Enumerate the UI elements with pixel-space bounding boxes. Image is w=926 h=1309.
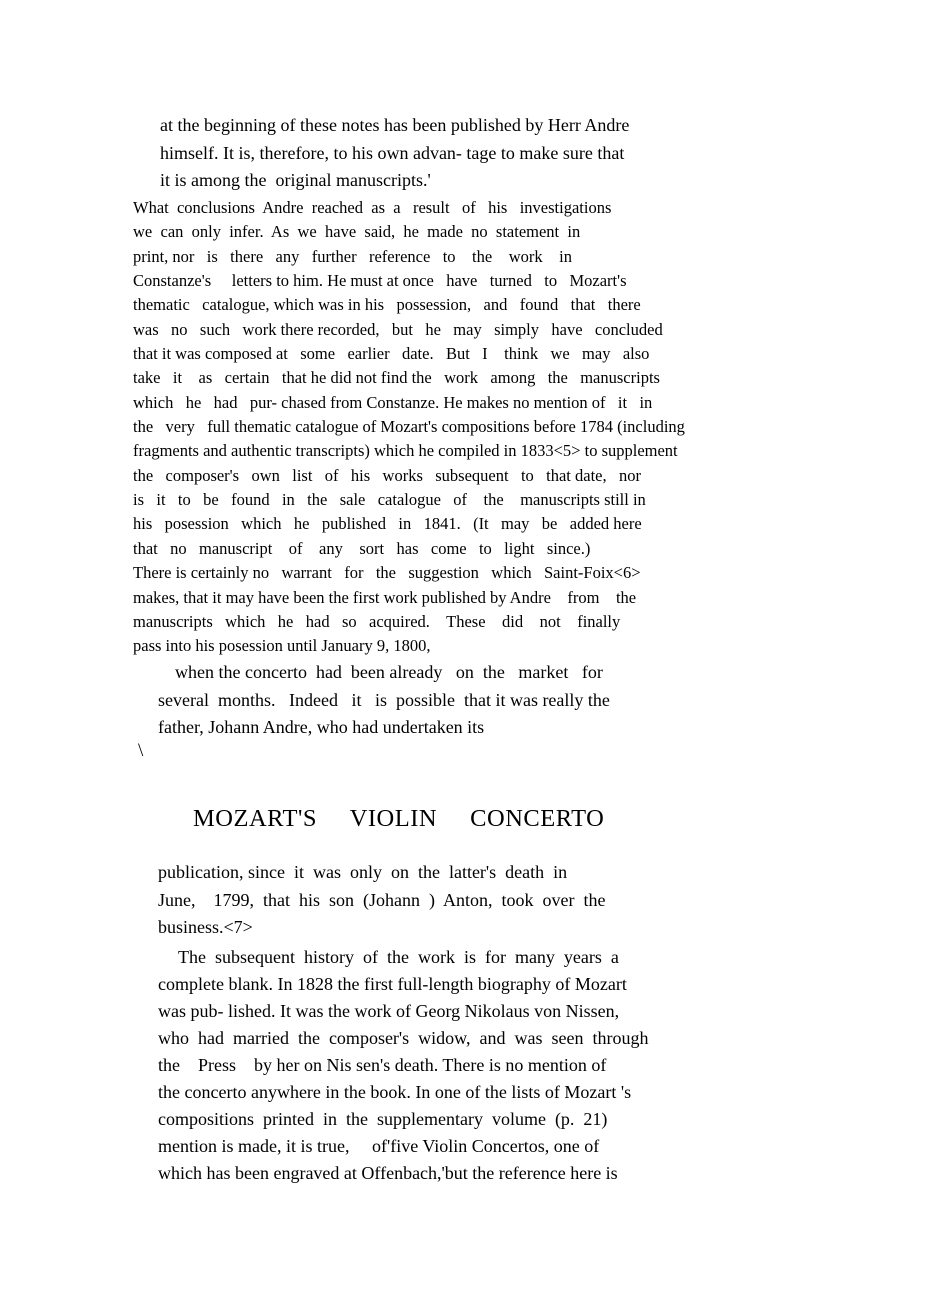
page-heading — [193, 802, 604, 836]
text-line: several months. Indeed it is possible that it was really the — [158, 689, 610, 710]
text-line: MOZART'S VIOLIN CONCERTO — [193, 805, 605, 832]
history-paragraph — [158, 944, 648, 1187]
text-line: mention is made, it is true, of'five Violin Concertos, one of — [158, 1136, 600, 1156]
text-line: father, Johann Andre, who had undertaken its — [158, 717, 485, 737]
text-line: the very full thematic catalogue of Mozart's compositions before 1784 (including — [133, 417, 685, 437]
text-line: There is certainly no warrant for the suggestion which Saint-Foix<6> — [133, 563, 641, 583]
stray-backslash — [138, 737, 143, 764]
text-line: What conclusions Andre reached as a result of his investigations — [133, 198, 612, 217]
text-line: the Press by her on Nis sen's death. There is no mention of — [158, 1055, 607, 1075]
text-line: at the beginning of these notes has been published by Herr Andre — [160, 115, 630, 135]
text-line: which he had pur- chased from Constanze. He makes no mention of it in — [133, 392, 653, 412]
text-line: \ — [138, 740, 144, 761]
text-line: take it as certain that he did not find the work among the manuscripts — [133, 368, 660, 388]
text-line: was no such work there recorded, but he may simply have concluded — [133, 319, 663, 339]
text-line: complete blank. In 1828 the first full-length biography of Mozart — [158, 974, 627, 994]
publication-quote-block — [158, 859, 605, 942]
text-line: was pub- lished. It was the work of Georg Nikolaus von Nissen, — [158, 1001, 620, 1021]
text-line: publication, since it was only on the latter's death in — [158, 862, 568, 882]
text-line: manuscripts which he had so acquired. These did not finally — [133, 611, 621, 631]
text-line: is it to be found in the sale catalogue of the manuscripts still in — [133, 490, 646, 510]
text-line: his posession which he published in 1841. (It may be added here — [133, 514, 642, 534]
text-line: The subsequent history of the work is for many years a — [178, 947, 619, 967]
opening-quote-block — [160, 112, 629, 195]
text-line: print, nor is there any further reference to the work in — [133, 246, 572, 266]
text-line: compositions printed in the supplementary volume (p. 21) — [158, 1109, 608, 1129]
text-line: pass into his posession until January 9, 1800, — [133, 636, 431, 656]
text-line: which has been engraved at Offenbach,'but the reference here is — [158, 1163, 618, 1183]
main-paragraph — [133, 196, 685, 659]
text-line: business.<7> — [158, 917, 253, 937]
text-line: that no manuscript of any sort has come to light since.) — [133, 538, 591, 558]
text-line: that it was composed at some earlier date. But I think we may also — [133, 344, 650, 364]
text-line: thematic catalogue, which was in his possession, and found that there — [133, 295, 641, 315]
text-line: when the concerto had been already on the market for — [175, 662, 603, 682]
text-line: the concerto anywhere in the book. In one of the lists of Mozart 's — [158, 1082, 632, 1102]
text-line: makes, that it may have been the first work published by Andre from the — [133, 587, 637, 607]
interim-quote-block — [158, 659, 610, 742]
text-line: who had married the composer's widow, and was seen through — [158, 1028, 649, 1048]
text-line: it is among the original manuscripts.' — [160, 170, 431, 190]
text-line: the composer's own list of his works subsequent to that date, nor — [133, 465, 641, 485]
text-line: June, 1799, that his son (Johann ) Anton, took over the — [158, 889, 606, 910]
text-line: we can only infer. As we have said, he made no statement in — [133, 222, 581, 242]
text-line: Constanze's letters to him. He must at once have turned to Mozart's — [133, 271, 627, 291]
text-line: fragments and authentic transcripts) which he compiled in 1833<5> to supplement — [133, 441, 678, 461]
text-line: himself. It is, therefore, to his own advan- tage to make sure that — [160, 142, 625, 163]
